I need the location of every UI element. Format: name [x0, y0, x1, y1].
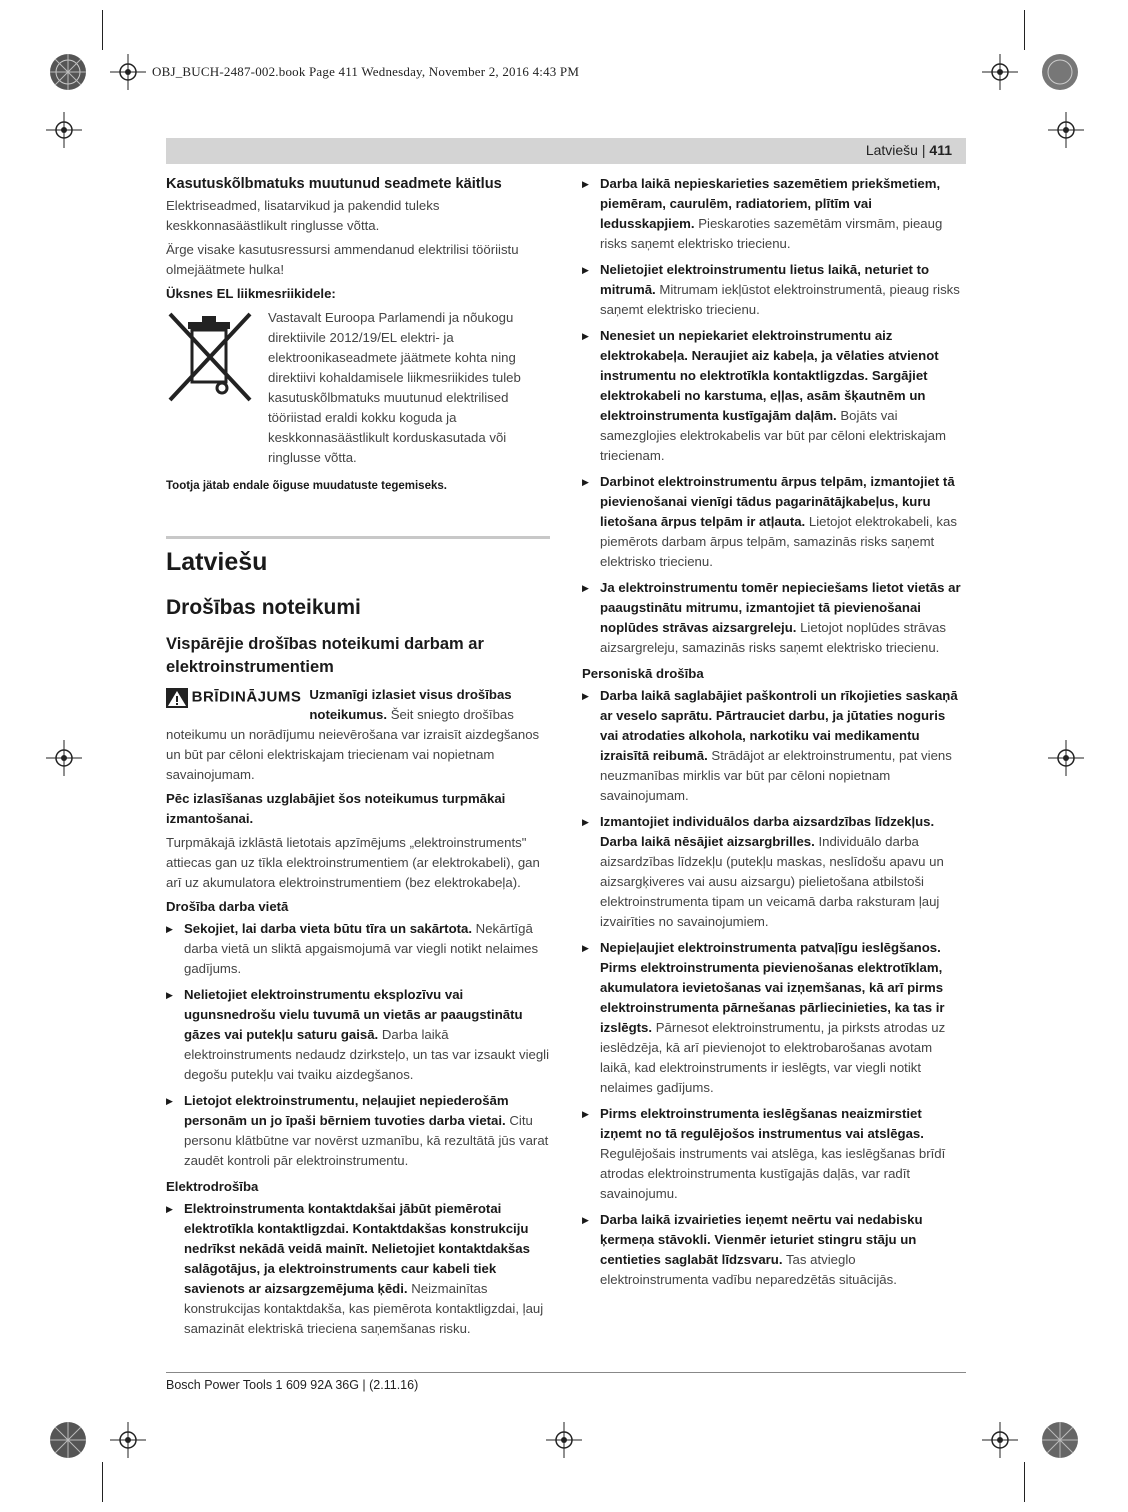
et-eu-only: Üksnes EL liikmesriikidele: [166, 286, 336, 301]
weee-crossed-bin-icon [166, 308, 254, 404]
keep-instructions: Pēc izlasīšanas uzglabājiet šos noteikumus turpmākai izmantošanai. [166, 791, 506, 826]
et-disposal-heading: Kasutuskõlbmatuks muutunud seadmete käitlus [166, 176, 502, 192]
registration-mark-icon [46, 740, 82, 776]
personal-safety-heading: Personiskā drošība [582, 666, 704, 681]
registration-mark-icon [982, 54, 1018, 90]
et-paragraph-1: Elektriseadmed, lisatarvikud ja pakendid tuleks keskkonnasäästlikult ringlusse võtta. [166, 198, 440, 233]
warning-triangle-icon [166, 688, 188, 708]
section-divider [166, 536, 550, 539]
list-item: ▶ Darba laikā saglabājiet paškontroli un rīkojieties saskaņā ar veselo saprātu. Pārtrauciet darbu, ja jūtaties noguris vai atrodaties alkohola, narkotiku vai medikamentu izraisītā reibumā. Strādājot ar elektroinstrumentu, pat viens neuzmanības mirklis var būt par cēloni nopietnam savainojumam. [582, 686, 966, 806]
left-column [166, 174, 550, 1345]
crop-mark-icon [102, 1462, 103, 1502]
registration-mark-icon [1048, 112, 1084, 148]
registration-mark-icon [982, 1422, 1018, 1458]
term-definition: Turpmākajā izklāstā lietotais apzīmējums „elektroinstruments" attiecas gan uz tīkla elektroinstrumentiem (ar elektrokabeli), gan arī uz akumulatora elektroinstrumentiem (bez elektrokabeļa). [166, 835, 540, 890]
weee-block [166, 308, 550, 468]
registration-mark-icon [110, 1422, 146, 1458]
list-item: ▶ Nelietojiet elektroinstrumentu lietus laikā, neturiet to mitrumā. Mitrumam iekļūstot elektroinstrumentā, pieaug risks saņemt elektrisko triecienu. [582, 260, 966, 320]
header-separator: | [917, 142, 930, 158]
work-area-safety-heading: Drošība darba vietā [166, 899, 289, 914]
list-item: ▶ Sekojiet, lai darba vieta būtu tīra un sakārtota. Nekārtīgā darba vietā un sliktā apgaismojumā var viegli notikt nelaimes gadījums. [166, 919, 550, 979]
electrical-safety-heading: Elektrodrošība [166, 1179, 259, 1194]
list-item: ▶ Ja elektroinstrumentu tomēr nepieciešams lietot vietās ar paaugstinātu mitrumu, izmantojiet tā pievienošanai noplūdes strāvas aizsargreleju. Lietojot noplūdes strāvas aizsargreleju, samazinās risks saņemt elektrisko triecienu. [582, 578, 966, 658]
color-wheel-icon [1040, 1420, 1080, 1460]
registration-mark-icon [546, 1422, 582, 1458]
registration-mark-icon [46, 112, 82, 148]
crop-mark-icon [1024, 10, 1025, 50]
list-item: ▶ Nenesiet un nepiekariet elektroinstrumentu aiz elektrokabeļa. Neraujiet aiz kabeļa, ja vēlaties atvienot instrumentu no elektrotīkla kontaktligzdas. Sargājiet elektrokabeli no karstuma, eļļas, asām šķautnēm un elektroinstrumenta kustīgajām daļām. Bojāts vai samezglojies elektrokabelis var būt par cēloni elektriskajam triecienam. [582, 326, 966, 466]
warning-bold: Uzmanīgi izlasiet visus drošības noteikumus. [309, 687, 512, 722]
lv-general-safety-heading: Vispārējie drošības noteikumi darbam ar elektroinstrumentiem [166, 635, 484, 676]
list-item: ▶ Nepieļaujiet elektroinstrumenta patvaļīgu ieslēgšanos. Pirms elektroinstrumenta pievienošanas elektrotīklam, akumulatora ievietošanas vai izņemšanas, kā arī pirms elektroinstrumenta pārnešanas pārliecinieties, ka tas ir izslēgts. Pārnesot elektroinstrumentu, ja pirksts atrodas uz ieslēdzēja, kā arī pievienojot to elektrobarošanas avotam laikā, kad elektroinstruments ir ieslēgts, var viegli notikt nelaimes gadījums. [582, 938, 966, 1098]
print-slug: OBJ_BUCH-2487-002.book Page 411 Wednesday, November 2, 2016 4:43 PM [152, 64, 580, 79]
page-number: 411 [929, 142, 952, 158]
running-header [166, 138, 966, 164]
footer-text: Bosch Power Tools 1 609 92A 36G | (2.11.16) [166, 1378, 419, 1392]
color-wheel-icon [1040, 52, 1080, 92]
lv-safety-heading: Drošības noteikumi [166, 596, 361, 619]
color-wheel-icon [48, 1420, 88, 1460]
et-rights-notice: Tootja jätab endale õiguse muudatuste tegemiseks. [166, 480, 447, 492]
list-item: ▶ Pirms elektroinstrumenta ieslēgšanas neaizmirstiet izņemt no tā regulējošos instrumentus vai atslēgas. Regulējošais instruments vai atslēga, kas ieslēgšanas brīdī atrodas elektroinstrumenta kustīgajās daļās, var radīt savainojumu. [582, 1104, 966, 1204]
registration-mark-icon [1048, 740, 1084, 776]
list-item: ▶ Lietojot elektroinstrumentu, neļaujiet nepiederošām personām un jo īpaši bērniem tuvoties darba vietai. Citu personu klātbūtne var novērst uzmanību, kā rezultātā jūs varat zaudēt kontroli pār elektroinstrumentu. [166, 1091, 550, 1171]
list-item: ▶ Darba laikā nepieskarieties sazemētiem priekšmetiem, piemēram, caurulēm, radiatoriem, plītīm vai ledusskapjiem. Pieskaroties sazemētām virsmām, pieaug risks saņemt elektrisko triecienu. [582, 174, 966, 254]
crop-mark-icon [102, 10, 103, 50]
warning-badge [166, 687, 301, 708]
list-item: ▶ Darbinot elektroinstrumentu ārpus telpām, izmantojiet tā pievienošanai vienīgi tādus pagarinātājkabeļus, kuru lietošana ārpus telpām ir atļauta. Lietojot elektrokabeli, kas piemērots darbam ārpus telpām, samazinās risks saņemt elektrisko triecienu. [582, 472, 966, 572]
right-column [582, 174, 966, 1296]
warning-block [166, 685, 550, 785]
list-item: ▶ Elektroinstrumenta kontaktdakšai jābūt piemērotai elektrotīkla kontaktligzdai. Kontaktdakšas konstrukciju nedrīkst nekādā veidā mainīt. Nelietojiet kontaktdakšas salāgotājus, ja elektroinstruments caur kabeli tiek savienots ar aizsargzemējuma ķēdi. Neizmainītas konstrukcijas kontaktdakša, kas piemērota kontaktligzdai, ļauj samazināt elektriskā trieciena saņemšanas risku. [166, 1199, 550, 1339]
et-paragraph-2: Ärge visake kasutusressursi ammendanud elektrilisi tööriistu olmejäätmete hulka! [166, 242, 519, 277]
header-language: Latviešu [865, 142, 918, 158]
registration-mark-icon [110, 54, 146, 90]
weee-directive-text: Vastavalt Euroopa Parlamendi ja nõukogu direktiivile 2012/19/EL elektri- ja elektroonikaseadmete jäätmete kohta ning direktiivi kohaldamisele liikmesriikides tuleb kasutuskõlbmatuks muutunud elektrilised tööriistad eraldi kokku koguda ja keskkonnasäästlikult korduskasutada või ringlusse võtta. [268, 310, 521, 465]
warning-text: Šeit sniegto drošības noteikumu un norādījumu neievērošana var izraisīt aizdegšanos un būt par cēloni elektriskajam triecienam vai nopietnam savainojumam. [166, 707, 540, 782]
list-item: ▶ Nelietojiet elektroinstrumentu eksplozīvu vai ugunsnedrošu vielu tuvumā un vietās ar paaugstinātu gāzes vai putekļu saturu gaisā. Darba laikā elektroinstruments nedaudz dzirksteļo, un tas var izsaukt viegli degošu putekļu vai tvaiku aizdegšanos. [166, 985, 550, 1085]
list-item: ▶ Darba laikā izvairieties ieņemt neērtu vai nedabisku ķermeņa stāvokli. Vienmēr ieturiet stingru stāju un centieties saglabāt līdzsvaru. Tas atvieglo elektroinstrumenta vadību neparedzētās situācijās. [582, 1210, 966, 1290]
crop-mark-icon [1024, 1462, 1025, 1502]
color-wheel-icon [48, 52, 88, 92]
lv-language-title: Latviešu [166, 548, 268, 576]
footer-rule [166, 1372, 966, 1373]
list-item: ▶ Izmantojiet individuālos darba aizsardzības līdzekļus. Darba laikā nēsājiet aizsargbrilles. Individuālo darba aizsardzības līdzekļu (putekļu maskas, neslīdošu apavu un aizsargķiveres vai ausu aizsargu) pielietošana atbilstoši elektroinstrumenta tipam un veicamā darba raksturam ļauj izvairīties no savainojumiem. [582, 812, 966, 932]
warning-label: BRĪDINĀJUMS [191, 688, 302, 706]
